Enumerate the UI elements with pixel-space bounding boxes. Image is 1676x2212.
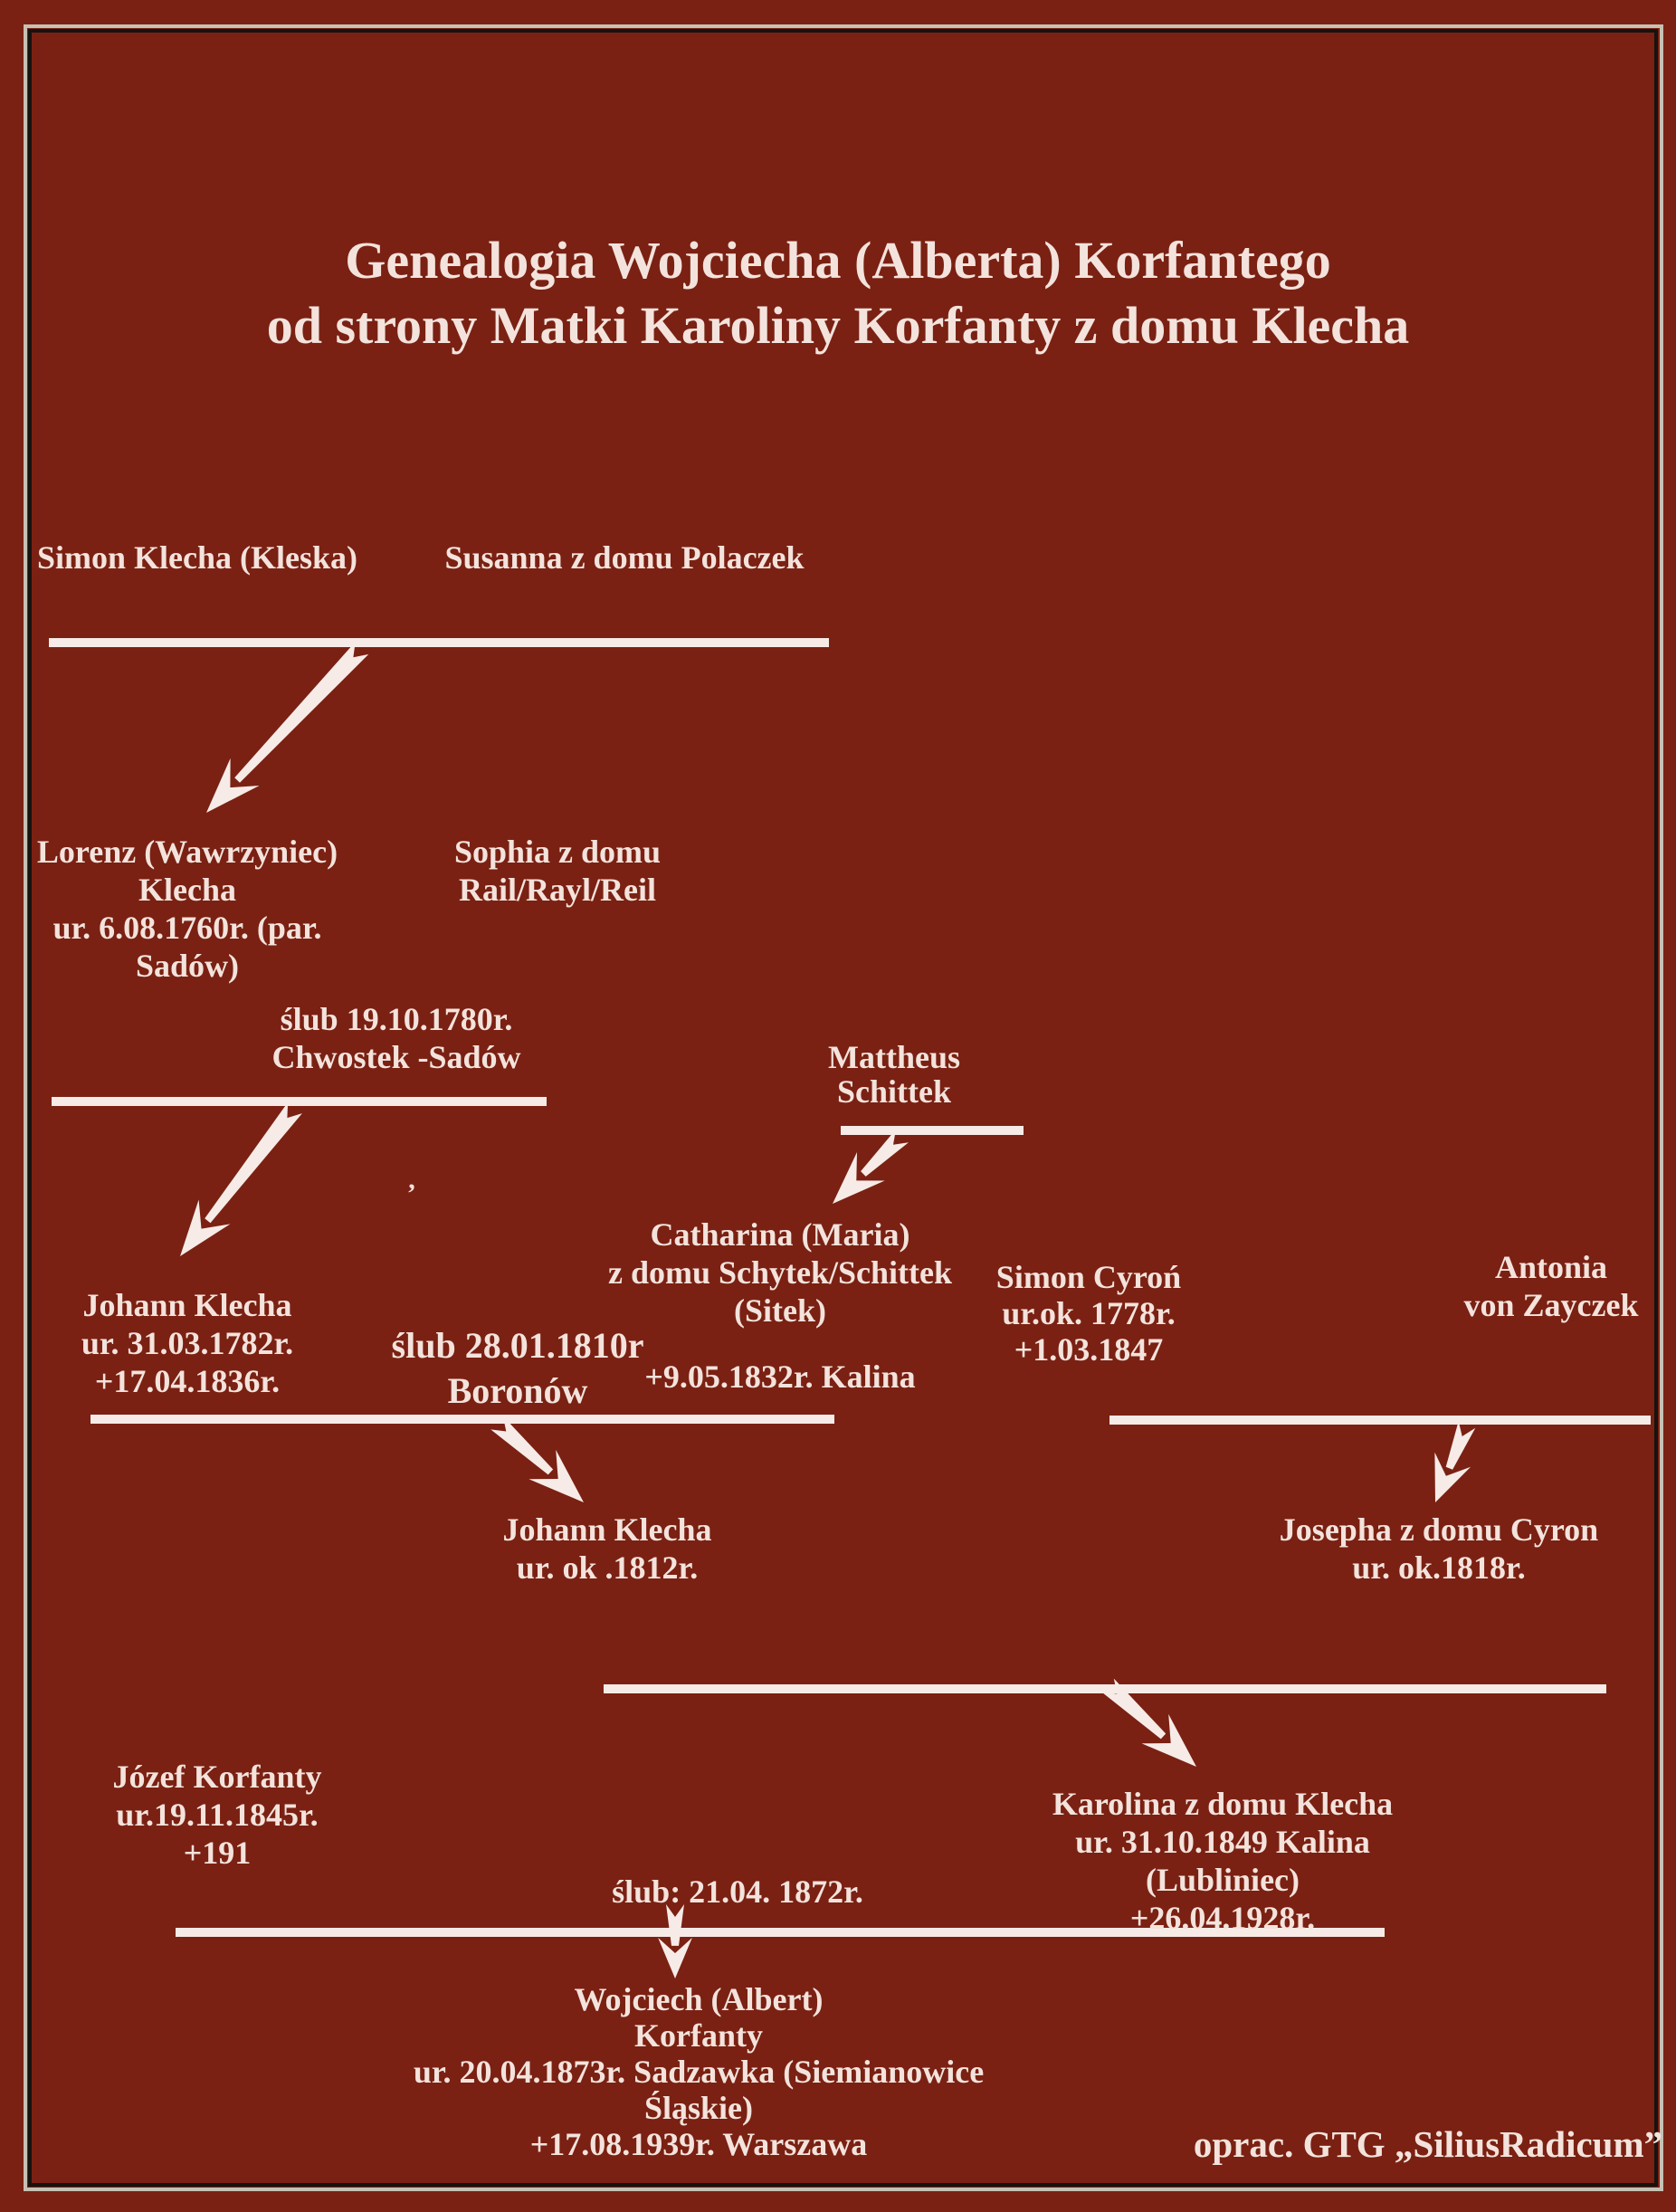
person-josepha-cyron — [1280, 1511, 1598, 1587]
person-johann-klecha-sr — [81, 1286, 293, 1400]
text-line: +17.08.1939r. Warszawa — [529, 2126, 868, 2162]
text-line: z domu Schytek/Schittek — [607, 1254, 953, 1291]
text-line: ur.ok. 1778r. — [1002, 1295, 1176, 1331]
text-line: ur. 31.03.1782r. — [81, 1325, 294, 1361]
person-jozef-korfanty — [113, 1758, 322, 1872]
text-line: Rail/Rayl/Reil — [458, 872, 656, 908]
text-line: ur. 20.04.1873r. Sadzawka (Siemianowice — [413, 2054, 985, 2090]
text-line: ur. ok .1812r. — [516, 1549, 699, 1586]
text-line: Schittek — [837, 1073, 951, 1110]
text-line: (Sitek) — [734, 1292, 826, 1329]
text-line: Boronów — [447, 1370, 588, 1411]
stray-mark — [408, 1161, 415, 1199]
person-name: Simon Klecha (Kleska) — [36, 539, 358, 576]
text-line: Józef Korfanty — [112, 1759, 322, 1795]
page-title — [267, 228, 1410, 358]
marriage-label-1810 — [392, 1323, 644, 1414]
text-line: Lorenz (Wawrzyniec) — [36, 834, 338, 870]
text-line: ur. 6.08.1760r. (par. — [52, 910, 322, 946]
text-line: Simon Cyroń — [995, 1259, 1182, 1295]
person-name: Susanna z domu Polaczek — [444, 539, 805, 576]
text-line: , — [408, 1165, 415, 1195]
text-line: Mattheus — [828, 1039, 960, 1075]
text-line: Karolina z domu Klecha — [1052, 1786, 1394, 1822]
person-lorenz-klecha — [37, 833, 338, 985]
person-mattheus-schittek — [828, 1040, 960, 1109]
text-line: +17.04.1836r. — [94, 1363, 281, 1399]
text-line: Wojciech (Albert) — [574, 1981, 824, 2017]
text-line: ur.19.11.1845r. — [116, 1797, 319, 1833]
text-line: Chwostek -Sadów — [271, 1039, 521, 1075]
person-simon-klecha — [37, 539, 357, 577]
text-line: Johann Klecha — [502, 1511, 712, 1548]
descent-arrow-to-johann-sr-shaft — [205, 1102, 302, 1223]
title-line-1: Genealogia Wojciecha (Alberta) Korfantego — [345, 231, 1331, 290]
text-line: ślub 19.10.1780r. — [280, 1001, 513, 1037]
person-wojciech-korfanty — [414, 1981, 984, 2162]
text-line: ur. ok.1818r. — [1352, 1549, 1526, 1586]
descent-arrow-to-josepha-shaft — [1446, 1421, 1476, 1470]
text-line: ślub 28.01.1810r — [391, 1325, 644, 1366]
person-karolina-klecha — [1052, 1785, 1393, 1937]
text-line: Antonia — [1494, 1249, 1608, 1285]
person-johann-klecha-jr — [502, 1511, 711, 1587]
descent-arrow-to-catharina-shaft — [861, 1130, 909, 1177]
text-line: Josepha z domu Cyron — [1279, 1511, 1599, 1548]
person-catharina-schittek — [608, 1216, 952, 1330]
text-line: +1.03.1847 — [1014, 1331, 1164, 1368]
text-line: Sadów) — [135, 948, 240, 984]
marriage-label-1780 — [271, 1000, 520, 1076]
credit-label — [1194, 2125, 1662, 2163]
catharina-death-note — [644, 1358, 915, 1396]
text-line: Sophia z domu — [453, 834, 662, 870]
person-antonia-zayczek — [1464, 1248, 1639, 1324]
text-line: +9.05.1832r. Kalina — [644, 1359, 916, 1395]
text-line: Korfanty — [634, 2017, 763, 2054]
descent-arrow-to-lorenz-shaft — [234, 642, 368, 783]
text-line: von Zayczek — [1463, 1287, 1639, 1323]
text-line: (Lubliniec) — [1145, 1862, 1300, 1898]
text-line: ślub: 21.04. 1872r. — [612, 1874, 863, 1910]
text-line: oprac. GTG „SiliusRadicum” — [1193, 2123, 1663, 2165]
title-line-2: od strony Matki Karoliny Korfanty z domu Klecha — [266, 296, 1410, 355]
person-simon-cyron — [996, 1259, 1181, 1368]
text-line: ur. 31.10.1849 Kalina — [1075, 1824, 1370, 1860]
text-line: Catharina (Maria) — [650, 1216, 910, 1253]
text-line: Śląskie) — [643, 2090, 754, 2126]
person-sophia-rail — [454, 833, 661, 909]
descent-arrow-to-johann-jr-shaft — [490, 1416, 553, 1475]
text-line: Klecha — [138, 872, 236, 908]
text-line: Johann Klecha — [82, 1287, 292, 1323]
person-susanna-polaczek — [444, 539, 804, 577]
marriage-label-1872 — [612, 1873, 863, 1911]
text-line: +191 — [183, 1835, 252, 1871]
text-line: +26.04.1928r. — [1129, 1900, 1316, 1936]
